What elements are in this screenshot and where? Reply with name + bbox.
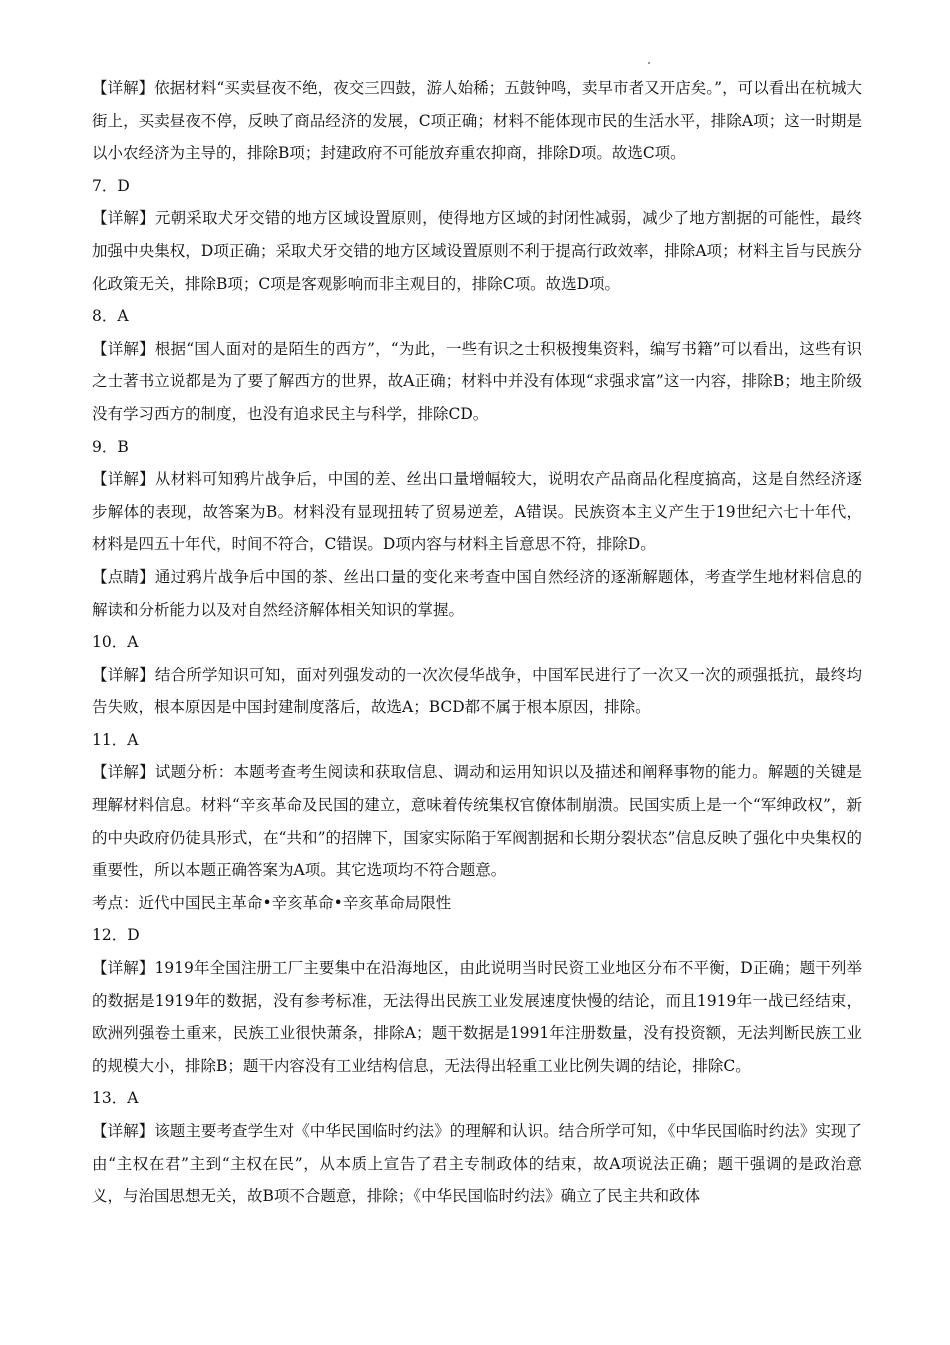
explanation-tag: 【详解】 bbox=[92, 79, 155, 97]
explanation-tag: 【详解】 bbox=[92, 209, 155, 228]
explanation-text: 试题分析：本题考查考生阅读和获取信息、调动和运用知识以及描述和阐释事物的能力。解题的关键是理解材料信息。材料“辛亥革命及民国的建立，意味着传统集权官僚体制崩溃。民国实质上是一个“军绅政权”，新的中央政府仍徒具形式，在“共和”的招牌下，国家实际陷于军阀割据和长期分裂状态”信息反映了强化中央集权的重要性，所以本题正确答案为A项。其它选项均不符合题意。 bbox=[92, 763, 862, 880]
comment-9 bbox=[92, 561, 862, 626]
page-mark bbox=[648, 62, 650, 64]
explanation-13 bbox=[92, 1115, 862, 1213]
answer-12: 12．D bbox=[92, 926, 140, 945]
answer-11: 11．A bbox=[92, 730, 139, 749]
explanation-tag: 【详解】 bbox=[92, 959, 155, 978]
answer-7: 7．D bbox=[92, 176, 130, 195]
explanation-tag: 【详解】 bbox=[92, 1122, 155, 1140]
explanation-text: 1919年全国注册工厂主要集中在沿海地区，由此说明当时民资工业地区分布不平衡，D正确；题干列举的数据是1919年的数据，没有参考标准，无法得出民族工业发展速度快慢的结论，而且1919年一战已经结束，欧洲列强卷土重来，民族工业很快萧条，排除A；题干数据是1991年注册数量，没有投资额，无法判断民族工业的规模大小，排除B；题干内容没有工业结构信息，无法得出轻重工业比例失调的结论，排除C。 bbox=[92, 959, 862, 1075]
explanation-tag: 【详解】 bbox=[92, 339, 155, 358]
answer-10: 10．A bbox=[92, 633, 139, 652]
explanation-6 bbox=[92, 72, 862, 170]
explanation-12 bbox=[92, 952, 862, 1082]
explanation-9 bbox=[92, 463, 862, 561]
explanation-text: 元朝采取犬牙交错的地方区域设置原则，使得地方区域的封闭性减弱，减少了地方割据的可能性，最终加强中央集权，D项正确；采取犬牙交错的地方区域设置原则不利于提高行政效率，排除A项；材料主旨与民族分化政策无关，排除B项；C项是客观影响而非主观目的，排除C项。故选D项。 bbox=[92, 209, 862, 293]
answer-9: 9．B bbox=[92, 437, 129, 456]
explanation-7 bbox=[92, 202, 862, 300]
explanation-10 bbox=[92, 659, 862, 724]
topic-point: 考点：近代中国民主革命•辛亥革命•辛亥革命局限性 bbox=[92, 893, 452, 912]
explanation-11 bbox=[92, 756, 862, 886]
explanation-text: 根据“国人面对的是陌生的西方”，“为此，一些有识之士积极搜集资料，编写书籍”可以看出，这些有识之士著书立说都是为了要了解西方的世界，故A正确；材料中并没有体现“求强求富”这一内容，排除B；地主阶级没有学习西方的制度，也没有追求民主与科学，排除CD。 bbox=[92, 339, 862, 423]
answer-8: 8．A bbox=[92, 307, 129, 326]
answer-page bbox=[92, 72, 862, 1213]
explanation-tag: 【详解】 bbox=[92, 470, 155, 489]
comment-text: 通过鸦片战争后中国的茶、丝出口量的变化来考查中国自然经济的逐渐解题体，考查学生地材料信息的解读和分析能力以及对自然经济解体相关知识的掌握。 bbox=[92, 567, 862, 619]
explanation-tag: 【详解】 bbox=[92, 665, 155, 684]
explanation-8 bbox=[92, 333, 862, 431]
explanation-text: 该题主要考查学生对《中华民国临时约法》的理解和认识。结合所学可知，《中华民国临时约法》实现了由“主权在君”主到“主权在民”，从本质上宣告了君主专制政体的结束，故A项说法正确；题干强调的是政治意义，与治国思想无关，故B项不合题意，排除；《中华民国临时约法》确立了民主共和政体 bbox=[92, 1122, 862, 1206]
explanation-text: 依据材料“买卖昼夜不绝，夜交三四鼓，游人始稀；五鼓钟鸣，卖早市者又开店矣。”，可以看出在杭城大街上，买卖昼夜不停，反映了商品经济的发展，C项正确；材料不能体现市民的生活水平，排除A项；这一时期是以小农经济为主导的，排除B项；封建政府不可能放弃重农抑商，排除D项。故选C项。 bbox=[92, 79, 862, 163]
answer-13: 13．A bbox=[92, 1089, 139, 1108]
explanation-tag: 【详解】 bbox=[92, 763, 155, 782]
comment-tag: 【点睛】 bbox=[92, 567, 155, 586]
explanation-text: 从材料可知鸦片战争后，中国的差、丝出口量增幅较大，说明农产品商品化程度搞高，这是自然经济逐步解体的表现，故答案为B。材料没有显现扭转了贸易逆差，A错误。民族资本主义产生于19世纪六七十年代，材料是四五十年代，时间不符合，C错误。D项内容与材料主旨意思不符，排除D。 bbox=[92, 470, 862, 554]
explanation-text: 结合所学知识可知，面对列强发动的一次次侵华战争，中国军民进行了一次又一次的顽强抵抗，最终均告失败，根本原因是中国封建制度落后，故选A；BCD都不属于根本原因，排除。 bbox=[92, 665, 862, 717]
